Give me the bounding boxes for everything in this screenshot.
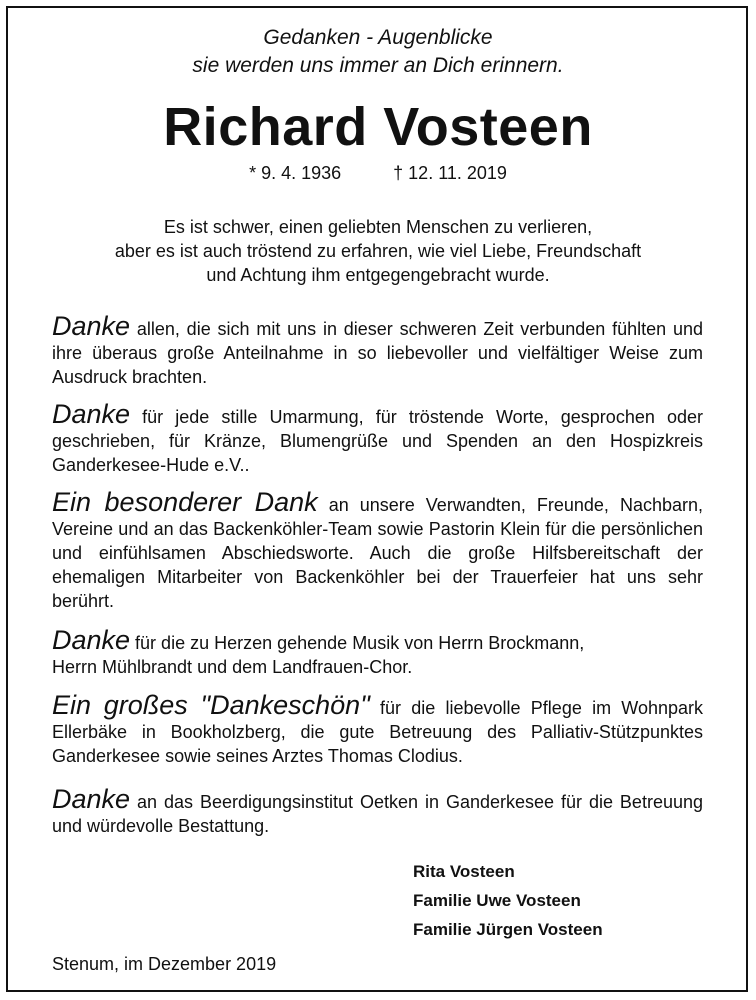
intro-text xyxy=(0,215,756,287)
thanks-paragraph xyxy=(52,311,703,389)
life-dates xyxy=(0,160,756,186)
intro-line: und Achtung ihm entgegengebracht wurde. xyxy=(206,265,550,285)
thanks-text: für die liebevolle Pflege im Wohnpark Ellerbäke in Bookholzberg, die gute Betreuung des Palliativ-Stützpunktes Ganderkesee sowie seines Arztes Thomas Clodius. xyxy=(52,698,704,766)
thanks-text: an das Beerdigungsinstitut Oetken in Ganderkesee für die Betreuung und würdevolle Bestattung. xyxy=(52,792,703,836)
thanks-paragraph xyxy=(52,625,703,679)
signature-line: Familie Jürgen Vosteen xyxy=(413,920,603,939)
thanks-lead: Danke xyxy=(52,399,131,429)
place-date: Stenum, im Dezember 2019 xyxy=(52,954,277,974)
thanks-paragraph xyxy=(52,690,704,768)
thanks-lead: Ein besonderer Dank xyxy=(52,487,318,517)
thanks-lead: Danke xyxy=(52,784,131,814)
thanks-lead: Danke xyxy=(52,311,131,341)
death-date: † 12. 11. 2019 xyxy=(393,163,507,183)
thanks-lead: Ein großes "Dankeschön" xyxy=(52,690,370,720)
thanks-paragraph xyxy=(52,487,703,613)
thanks-text: für die zu Herzen gehende Musik von Herrn Brockmann, xyxy=(130,633,585,653)
thanks-text: allen, die sich mit uns in dieser schweren Zeit verbunden fühlten und ihre überaus große Anteilnahme in so liebevoller und vielfältiger Weise zum Ausdruck brachten. xyxy=(52,319,703,387)
thanks-text: Herrn Mühlbrandt und dem Landfrauen-Chor. xyxy=(52,657,413,677)
motto xyxy=(0,24,756,80)
intro-line: Es ist schwer, einen geliebten Menschen zu verlieren, xyxy=(163,217,593,237)
signature-line: Rita Vosteen xyxy=(413,862,515,881)
thanks-paragraph xyxy=(52,399,703,477)
deceased-name: Richard Vosteen xyxy=(163,97,593,157)
thanks-paragraph xyxy=(52,784,703,838)
intro-line: aber es ist auch tröstend zu erfahren, wie viel Liebe, Freundschaft xyxy=(114,241,642,261)
signature-line: Familie Uwe Vosteen xyxy=(413,891,581,910)
thanks-text: für jede stille Umarmung, für tröstende Worte, gesprochen oder geschrieben, für Kränze, Blumengrüße und Spenden an den Hospizkreis Ganderkesee-Hude e.V.. xyxy=(52,407,703,475)
thanks-lead: Danke xyxy=(52,625,131,655)
thanks-text: an unsere Verwandten, Freunde, Nachbarn, Vereine und an das Backenköhler-Team sowie Pastorin Klein für die persönlichen und einfühlsamen Abschiedsworte. Auch die große Hilfsbereitschaft der ehemaligen Mitarbeiter von Backenköhler bei der Trauerfeier hat uns sehr berührt. xyxy=(52,495,703,611)
birth-date: * 9. 4. 1936 xyxy=(249,163,342,183)
motto-line: sie werden uns immer an Dich erinnern. xyxy=(192,54,564,77)
motto-line: Gedanken - Augenblicke xyxy=(263,26,493,49)
